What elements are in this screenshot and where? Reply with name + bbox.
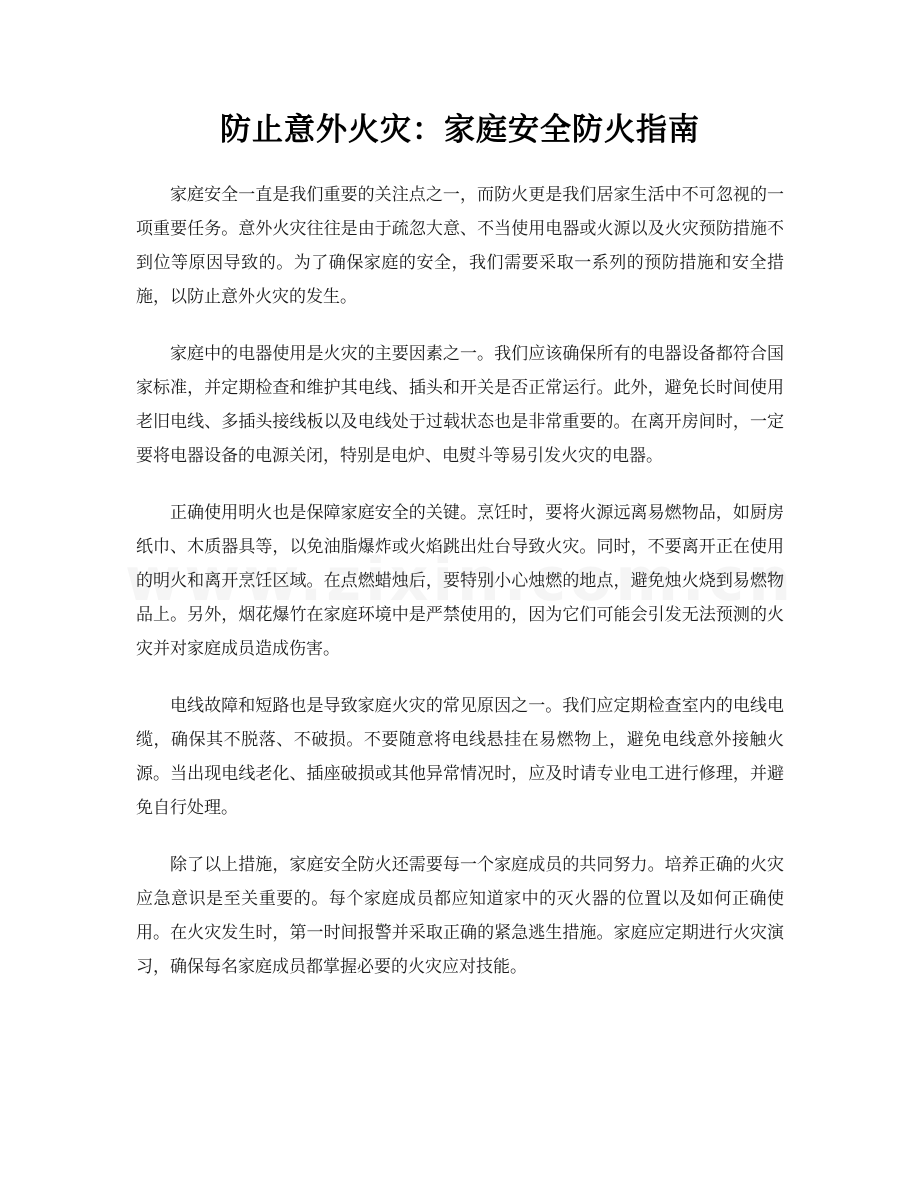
paragraph-3: 正确使用明火也是保障家庭安全的关键。烹饪时，要将火源远离易燃物品，如厨房纸巾、木质器具等，以免油脂爆炸或火焰跳出灶台导致火灾。同时，不要离开正在使用的明火和离开烹饪区域。在点燃蜡烛后，要特别小心烛燃的地点，避免烛火烧到易燃物品上。另外，烟花爆竹在家庭环境中是严禁使用的，因为它们可能会引发无法预测的火灾并对家庭成员造成伤害。 [136,503,784,659]
page-title: 防止意外火灾：家庭安全防火指南 [220,112,700,148]
document-body [136,178,784,1007]
paragraph-4: 电线故障和短路也是导致家庭火灾的常见原因之一。我们应定期检查室内的电线电缆，确保其不脱落、不破损。不要随意将电线悬挂在易燃物上，避免电线意外接触火源。当出现电线老化、插座破损或其他异常情况时，应及时请专业电工进行修理，并避免自行处理。 [136,696,784,818]
paragraph-5: 除了以上措施，家庭安全防火还需要每一个家庭成员的共同努力。培养正确的火灾应急意识是至关重要的。每个家庭成员都应知道家中的灭火器的位置以及如何正确使用。在火灾发生时，第一时间报警并采取正确的紧急逃生措施。家庭应定期进行火灾演习，确保每名家庭成员都掌握必要的火灾应对技能。 [136,855,784,977]
paragraph-1: 家庭安全一直是我们重要的关注点之一，而防火更是我们居家生活中不可忽视的一项重要任务。意外火灾往往是由于疏忽大意、不当使用电器或火源以及火灾预防措施不到位等原因导致的。为了确保家庭的安全，我们需要采取一系列的预防措施和安全措施，以防止意外火灾的发生。 [136,185,784,307]
paragraph-2: 家庭中的电器使用是火灾的主要因素之一。我们应该确保所有的电器设备都符合国家标准，并定期检查和维护其电线、插头和开关是否正常运行。此外，避免长时间使用老旧电线、多插头接线板以及电线处于过载状态也是非常重要的。在离开房间时，一定要将电器设备的电源关闭，特别是电炉、电熨斗等易引发火灾的电器。 [136,344,784,466]
